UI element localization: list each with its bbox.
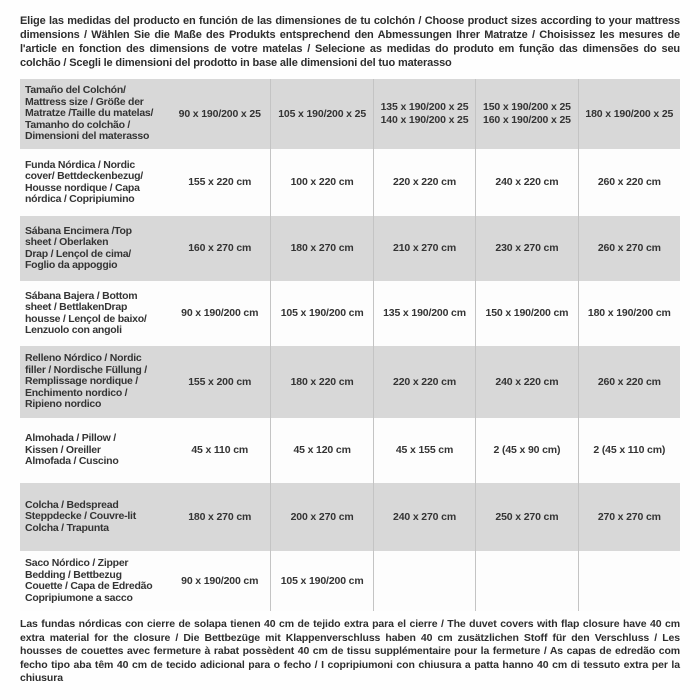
size-cell: 180 x 220 cm: [270, 346, 372, 418]
size-cell: 135 x 190/200 x 25 140 x 190/200 x 25: [373, 79, 475, 149]
table-row: [20, 216, 680, 281]
size-cell: 105 x 190/200 x 25: [270, 79, 372, 149]
size-cell: 45 x 120 cm: [270, 418, 372, 483]
size-cell: 90 x 190/200 cm: [181, 307, 259, 319]
size-cell: 200 x 270 cm: [270, 483, 372, 551]
table-row: [20, 79, 680, 149]
size-cell: 220 x 220 cm: [373, 346, 475, 418]
table-row: [20, 281, 680, 346]
size-cell: 260 x 220 cm: [578, 149, 680, 216]
row-label: Almohada / Pillow / Kissen / Oreiller Almofada / Cuscino: [25, 432, 119, 468]
size-cell: 90 x 190/200 x 25: [178, 107, 261, 120]
footer-text: Las fundas nórdicas con cierre de solapa tienen 40 cm de tejido extra para el cierre / The duvet covers with flap closure have 40 cm extra material for the closure / Die Bettbezüge mit Klappenverschluss haben 40 cm zusätzlichen Stoff für den Verschluss / Les housses de couettes avec fermeture à rabat possèdent 40 cm de tissu supplémentaire pour la fermeture / As capas de edredão com fecho tipo aba têm 40 cm de tecido adicional para o fecho / I copripiumoni con chiusura a patta hanno 40 cm di tessuto extra per la chiusura: [20, 618, 680, 684]
size-cell: 150 x 190/200 cm: [475, 281, 577, 346]
size-cell: 160 x 270 cm: [188, 242, 252, 254]
size-cell: 105 x 190/200 cm: [270, 551, 372, 611]
size-cell: 240 x 270 cm: [373, 483, 475, 551]
size-cell: 45 x 110 cm: [191, 444, 249, 456]
size-cell: 210 x 270 cm: [373, 216, 475, 281]
size-cell: [373, 551, 475, 611]
size-cell: [475, 551, 577, 611]
size-cell: 155 x 200 cm: [188, 375, 252, 388]
table-row: [20, 418, 680, 483]
size-cell: 90 x 190/200 cm: [181, 574, 259, 587]
size-cell: 45 x 155 cm: [373, 418, 475, 483]
row-label: Sábana Encimera /Top sheet / Oberlaken Drap / Lençol de cima/ Foglio da appoggio: [25, 224, 132, 271]
size-table: [20, 79, 680, 611]
size-cell: 105 x 190/200 cm: [270, 281, 372, 346]
size-cell: 135 x 190/200 cm: [373, 281, 475, 346]
size-cell: 260 x 220 cm: [578, 346, 680, 418]
size-cell: 220 x 220 cm: [373, 149, 475, 216]
size-cell: 230 x 270 cm: [475, 216, 577, 281]
table-row: [20, 346, 680, 418]
header-text: Elige las medidas del producto en función de las dimensiones de tu colchón / Choose product sizes according to your mattress dimensions / Wählen Sie die Maße des Produkts entsprechend den Abmessungen Ihrer Matratze / Choisissez les mesures de l'article en fonction des dimensions de votre matelas / Selecione as medidas do produto em função das dimensões do seu colchão / Scegli le dimensioni del prodotto in base alle dimensioni del tuo materasso: [20, 15, 680, 69]
size-cell: 150 x 190/200 x 25 160 x 190/200 x 25: [475, 79, 577, 149]
row-label: Tamaño del Colchón/ Mattress size / Größe der Matratze /Taille du matelas/ Tamanho do colchão / Dimensioni del materasso: [25, 84, 154, 143]
size-cell: 260 x 270 cm: [578, 216, 680, 281]
size-cell: 270 x 270 cm: [578, 483, 680, 551]
row-label: Saco Nórdico / Zipper Bedding / Bettbezug Couette / Capa de Edredão Copripiumone a sacco: [25, 557, 153, 604]
size-cell: 240 x 220 cm: [475, 149, 577, 216]
size-cell: 250 x 270 cm: [475, 483, 577, 551]
row-label: Sábana Bajera / Bottom sheet / BettlakenDrap housse / Lençol de baixo/ Lenzuolo con angoli: [25, 289, 147, 336]
size-cell: 180 x 270 cm: [270, 216, 372, 281]
row-label: Colcha / Bedspread Steppdecke / Couvre-lit Colcha / Trapunta: [25, 498, 136, 534]
size-cell: 180 x 190/200 cm: [578, 281, 680, 346]
size-cell: 155 x 220 cm: [188, 176, 252, 188]
size-cell: 240 x 220 cm: [475, 346, 577, 418]
size-cell: [578, 551, 680, 611]
size-cell: 2 (45 x 90 cm): [475, 418, 577, 483]
table-row: [20, 551, 680, 611]
size-cell: 100 x 220 cm: [270, 149, 372, 216]
size-cell: 2 (45 x 110 cm): [578, 418, 680, 483]
table-row: [20, 483, 680, 551]
size-cell: 180 x 190/200 x 25: [578, 79, 680, 149]
table-row: [20, 149, 680, 216]
row-label: Funda Nórdica / Nordic cover/ Bettdeckenbezug/ Housse nordique / Capa nórdica / Copripiumino: [25, 158, 143, 205]
row-label: Relleno Nórdico / Nordic filler / Nordische Füllung / Remplissage nordique / Enchimento nordico / Ripieno nordico: [25, 352, 147, 411]
size-cell: 180 x 270 cm: [188, 510, 252, 523]
